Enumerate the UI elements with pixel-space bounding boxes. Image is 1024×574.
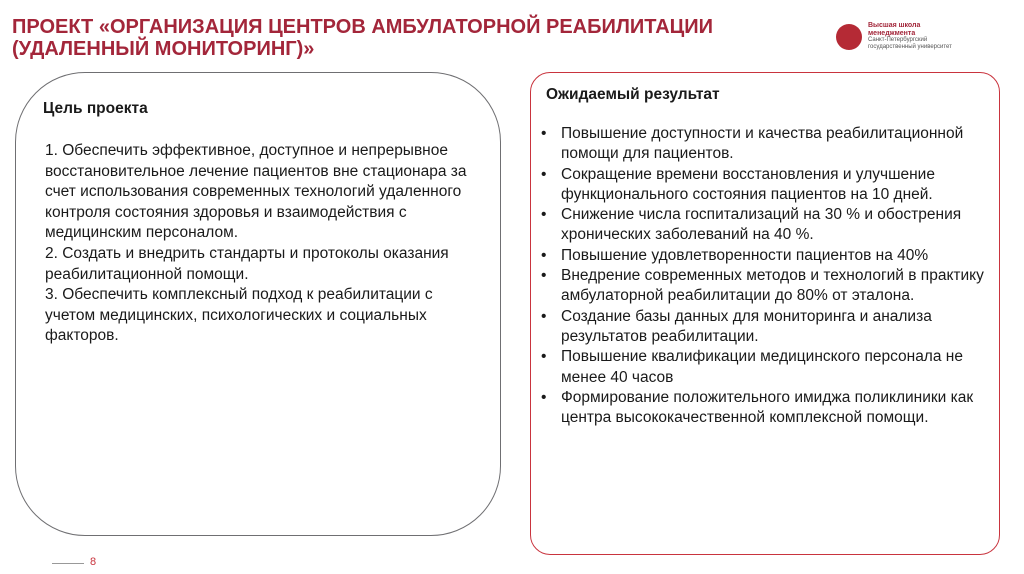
goal-item: 1. Обеспечить эффективное, доступное и непрерывное восстановительное лечение пациентов вне стационара за счет использования современных технологий удаленного контроля состояния здоровья и взаимодействия с медицинским персоналом. bbox=[45, 142, 467, 242]
result-item: • Формирование положительного имиджа поликлиники как центра высококачественной комплексной помощи. bbox=[539, 388, 994, 429]
logo bbox=[836, 22, 952, 51]
logo-line: Высшая школа bbox=[868, 22, 921, 29]
goal-item: 2. Создать и внедрить стандарты и протоколы оказания реабилитационной помощи. bbox=[45, 244, 449, 283]
result-item: • Внедрение современных методов и технологий в практику амбулаторной реабилитации до 80% от эталона. bbox=[539, 266, 994, 307]
goal-item: 3. Обеспечить комплексный подход к реабилитации с учетом медицинских, психологических и социальных факторов. bbox=[45, 286, 433, 345]
goal-heading: Цель проекта bbox=[43, 100, 148, 117]
result-heading: Ожидаемый результат bbox=[546, 86, 720, 103]
goal-body bbox=[45, 141, 485, 347]
logo-emblem-icon bbox=[836, 24, 862, 50]
result-list bbox=[539, 124, 994, 428]
page-divider bbox=[52, 563, 84, 564]
logo-line: менеджмента bbox=[868, 29, 916, 37]
result-item: • Снижение числа госпитализаций на 30 % и обострения хронических заболеваний на 40 %. bbox=[539, 205, 994, 246]
logo-line: государственный университет bbox=[868, 44, 952, 50]
result-item: • Повышение квалификации медицинского персонала не менее 40 часов bbox=[539, 347, 994, 388]
result-item: • Повышение доступности и качества реабилитационной помощи для пациентов. bbox=[539, 124, 994, 165]
slide-title: ПРОЕКТ «ОРГАНИЗАЦИЯ ЦЕНТРОВ АМБУЛАТОРНОЙ РЕАБИЛИТАЦИИ (УДАЛЕННЫЙ МОНИТОРИНГ)» bbox=[12, 16, 714, 60]
logo-text bbox=[868, 22, 952, 51]
logo-line: Санкт-Петербургский bbox=[868, 37, 928, 43]
result-item: • Сокращение времени восстановления и улучшение функционального состояния пациентов на 10 дней. bbox=[539, 165, 994, 206]
result-item: • Повышение удовлетворенности пациентов на 40% bbox=[539, 246, 994, 266]
page-number: 8 bbox=[90, 556, 97, 568]
result-item: • Создание базы данных для мониторинга и анализа результатов реабилитации. bbox=[539, 307, 994, 348]
